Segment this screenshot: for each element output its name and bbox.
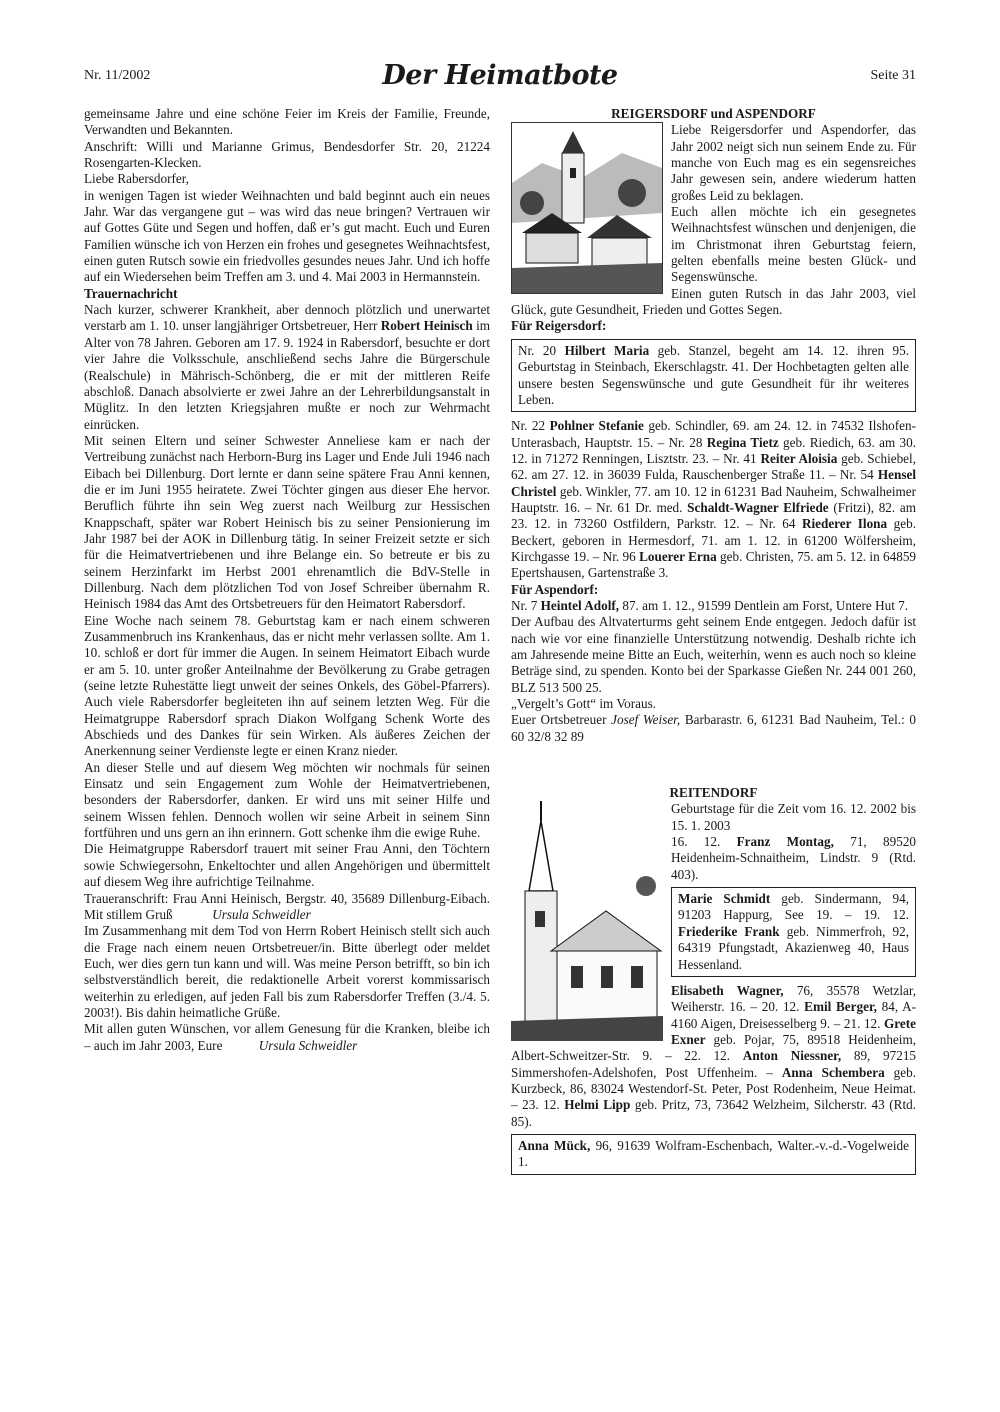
birthday-list: Nr. 7 Heintel Adolf, 87. am 1. 12., 91599 Dentlein am Forst, Untere Hut 7. [511,597,909,613]
paragraph: Liebe Reigersdorfer und Aspendorfer, das Jahr 2002 neigt sich nun seinem Ende zu. Für manche von Euch mag es ein segensreiches Jahr gewesen sein, andere wiederum hatten großes Leid zu beklagen. [671,122,916,203]
village-drawing [512,123,662,293]
paragraph: Mit seinen Eltern und seiner Schwester Anneliese kam er nach der Vertreibung zunächst nach Herborn-Burg ins Lager und Ende Juli 1946 nach Eibach bei Dillenburg. Dort lernte er dann seine spätere Frau Anni kennen, die er im Juni 1955 heiratete. Zwei Töchter gingen aus dieser Ehe hervor. Beruflich führte ihn sein Weg zuerst nach Weilburg zur Hessischen Knappschaft, später war Robert Heinisch bis zu seiner Pensionierung im Jahr 1987 bei der AOK in Dillenburg tätig. In seiner Freizeit setzte er sich für die Heimatvertriebenen und ihre Belange ein. So betreute er bis zu seinem Herzinfarkt im Herbst 2001 ehrenamtlich die BdV-Stelle in Dillenburg. Nach dem plötzlichen Tod von Josef Schreiber übernahm R. Heinisch 1984 das Amt des Ortsbetreuers für den Heimatort Rabersdorf. [84,432,490,612]
paragraph: gemeinsame Jahre und eine schöne Feier im Kreis der Familie, Freunde, Verwandten und Bekannten. [84,106,490,138]
paragraph: Die Heimatgruppe Rabersdorf trauert mit seiner Frau Anni, den Töchtern sowie Schwiegersohn, Enkeltochter und allen Angehörigen und übermittelt auf diesem Weg ihre aufrichtige Teilnahme. [84,841,490,890]
person-name: Robert Heinisch [380,318,473,334]
signature: Ursula Schweidler [258,1037,358,1053]
paragraph: Euer Ortsbetreuer Josef Weiser, Barbarastr. 6, 61231 Bad Nauheim, Tel.: 0 60 32/8 32 89 [511,712,917,744]
issue-number: Nr. 11/2002 [84,68,151,83]
paragraph: 16. 12. Franz Montag, 71, 89520 Heidenheim-Schnaitheim, Lindstr. 9 (Rtd. 403). [671,834,917,882]
village-illustration [511,122,663,294]
paragraph: „Vergelt’s Gott“ im Voraus. [511,696,657,712]
paragraph: in wenigen Tagen ist wieder Weihnachten und bald beginnt auch ein neues Jahr. War das vergangene gut – was wird das neue bringen? Vertrauen wir auf Gottes Güte und Segen und hoffen, daß er’s gut macht. Euch und Euren Familien wünsche ich von Herzen ein frohes und gesegnetes Weihnachtsfest, einen guten Rutsch sowie ein friedvolles gesundes neues Jahr. Und ich hoffe auf ein Wiedersehen beim Treffen am 3. und 4. Mai 2003 in Hermannstein. [84,187,490,285]
paragraph: Eine Woche nach seinem 78. Geburtstag kam er nach einem schweren Zusammenbruch ins Krankenhaus, das er nicht mehr verlassen sollte. Am 1. 10. schloß er dort für immer die Augen. In seinem Heimatort Eibach wurde er am 5. 10. unter großer Anteilnahme der Bevölkerung zu Grabe getragen (seine letzte Ruhestätte liegt unweit der seines Onkels, des Göbel-Pfarrers). Auch viele Rabersdorfer begleiteten ihn auf seinem letzten Weg. Für die Heimatgruppe Rabersdorf sprach Diakon Wolfgang Schenk Worte des Abschieds und des Dankes für sein Wirken. Als äußeres Zeichen der Anerkennung seiner Verdienste legte er einen Kranz nieder. [84,612,490,759]
person-name: Anna Mück, [518,1137,591,1153]
highlight-box: Marie Schmidt geb. Sindermann, 94, 91203 Happurg, See 19. – 19. 12. Friederike Frank geb. Nimmerfroh, 92, 64319 Pfungstadt, Akazienweg 40, Haus Hessenland. [671,887,916,977]
highlight-box: Anna Mück, 96, 91639 Wolfram-Eschenbach, Walter.-v.-d.-Vogelweide 1. [511,1134,916,1175]
person-name: Marie Schmidt [678,891,771,907]
paragraph: Liebe Rabersdorfer, [84,171,189,187]
paragraph: Euch allen möchte ich ein gesegnetes Weihnachtsfest wünschen und denjenigen, die im Christmonat ihren Geburtstag feiern, gelten ebenfalls meine besten Glück- und Segenswünsche. [671,204,916,285]
paragraph: Der Aufbau des Altvaterturms geht seinem Ende entgegen. Jedoch dafür ist nach wie vor eine finanzielle Unterstützung notwendig. Deshalb richte ich am Jahresende meine Bitte an Euch, weiterhin, wenn es auch noch so kleine Beträge sind, zu spenden. Konto bei der Sparkasse Gießen Nr. 244 001 260, BLZ 513 500 25. [511,614,916,695]
signature: Ursula Schweidler [212,906,311,922]
paragraph: Im Zusammenhang mit dem Tod von Herrn Robert Heinisch stellt sich auch die Frage nach einem neuen Ortsbetreuer/in. Bitte überlegt oder meldet Euch, wer dies gern tun kann und will. Was meine Person betrifft, so bin ich selbstverständlich bereit, die redaktionelle Arbeit vorerst kommissarisch weiterhin zu erledigen, auf jeden Fall bis zum Rabersdorfer Treffen (3./4. 5. 2003!). Bis dahin heimatliche Grüße. [84,923,490,1020]
paragraph: Mit allen guten Wünschen, vor allem Genesung für die Kranken, bleibe ich – auch im Jahr 2003, Eure Ursula Schweidler [84,1021,490,1053]
paragraph: Traueranschrift: Frau Anni Heinisch, Bergstr. 40, 35689 Dillenburg-Eibach. Mit stillem Gruß Ursula Schweidler [84,890,490,922]
paragraph: Anschrift: Willi und Marianne Grimus, Bendesdorfer Str. 20, 21224 Rosengarten-Klecken. [84,138,490,171]
birthday-list: Nr. 22 Pohlner Stefanie geb. Schindler, 69. am 24. 12. in 74532 Ilshofen-Unterasbach, Hauptstr. 15. – Nr. 28 Regina Tietz geb. Riedich, 63. am 30. 12. in 71272 Renningen, Lisztstr. 23. – Nr. 41 Reiter Aloisia geb. Schiebel, 62. am 27. 12. in 36039 Fulda, Rauschenberger Straße 11. – Nr. 54 Hensel Christel geb. Winkler, 77. am 10. 12 in 61231 Bad Nauheim, Schwalheimer Hauptstr. 16. – Nr. 61 Dr. med. Schaldt-Wagner Elfriede (Fritzi), 82. am 23. 12. in 73260 Ostfildern, Parkstr. 12. – Nr. 64 Riederer Ilona geb. Beckert, geboren in Hermesdorf, 71. am 1. 12. in 61200 Wölfersheim, Kirchgasse 19. – Nr. 96 Louerer Erna geb. Christen, 75. am 5. 12. in 64859 Epertshausen, Gartenstraße 3. [511,418,917,581]
subheading: Für Reigersdorf: [511,318,607,334]
page-header [84,62,916,92]
section-heading: REIGERSDORF und ASPENDORF [611,106,816,121]
highlight-box: Nr. 20 Hilbert Maria geb. Stanzel, begeht am 14. 12. ihren 95. Geburtstag in Steinbach, Ekerschlagstr. 41. Der Hochbetagten gelten alle unsere besten Segenswünsche und gute Gesundheit für ihr weiteres Leben. [511,339,916,412]
birthday-list: Elisabeth Wagner, 76, 35578 Wetzlar, Weiherstr. 16. – 20. 12. Emil Berger, 84, A-4160 Aigen, Dreisesselberg 9. – 21. 12. Grete Exner geb. Pojar, 75, 89518 Heidenheim, Albert-Schweitzer-Str. 9. – 22. 12. Anton Niessner, 89, 97215 Simmershofen-Adelshofen, Post Uffenheim. – Anna Schembera geb. Kurzbeck, 86, 83024 Westendorf-St. Peter, Post Rodenheim, Neue Heimat. – 23. 12. Helmi Lipp geb. Pritz, 73, 73642 Welzheim, Silcherstr. 43 (Rtd. 85). [511,982,917,1129]
church-drawing [511,801,663,1041]
paragraph: Einen guten Rutsch in das Jahr 2003, viel Glück, gute Gesundheit, Frieden und Gottes Segen. [511,285,916,318]
section-heading: REITENDORF [669,785,758,801]
person-name: Hilbert Maria [564,342,650,358]
section-heading: Trauernachricht [84,285,178,301]
paragraph: Nach kurzer, schwerer Krankheit, aber dennoch plötzlich und unerwartet verstarb am 1. 10. unser langjähriger Ortsbetreuer, Herr Robert Heinisch im Alter von 78 Jahren. Geboren am 17. 9. 1924 in Rabersdorf, besuchte er dort vier Jahre die Volksschule, anschließend sechs Jahre die Bürgerschule (Realschule) in Mährisch-Schönberg, die er mit der mittleren Reife abschloß. Danach absolvierte er zwei Jahre an der Lehrerbildungsanstalt in Müglitz. In den letzten Kriegsjahren mußte er noch zur Wehrmacht einrücken. [84,302,491,432]
person-name: Friederike Frank [678,923,780,939]
subheading: Für Aspendorf: [511,581,599,597]
church-illustration [511,801,663,1041]
page-number: Seite 31 [870,68,916,83]
left-column [84,106,490,1054]
paragraph: Geburtstage für die Zeit vom 16. 12. 2002 bis 15. 1. 2003 [671,801,916,833]
right-column [511,106,916,1181]
paragraph: An dieser Stelle und auf diesem Weg möchten wir nochmals für seinen Einsatz und sein Engagement zum Wohle der Heimatvertriebenen, besonders der Rabersdorfer, danken. Er wird uns mit seiner Hilfe und seinem Wissen fehlen. Dennoch wollen wir seine Arbeit in seinem Sinn fortführen und uns gern an ihn erinnern. Gott schenke ihm die ewige Ruhe. [84,759,490,841]
masthead-title: Der Heimatbote [382,60,618,91]
